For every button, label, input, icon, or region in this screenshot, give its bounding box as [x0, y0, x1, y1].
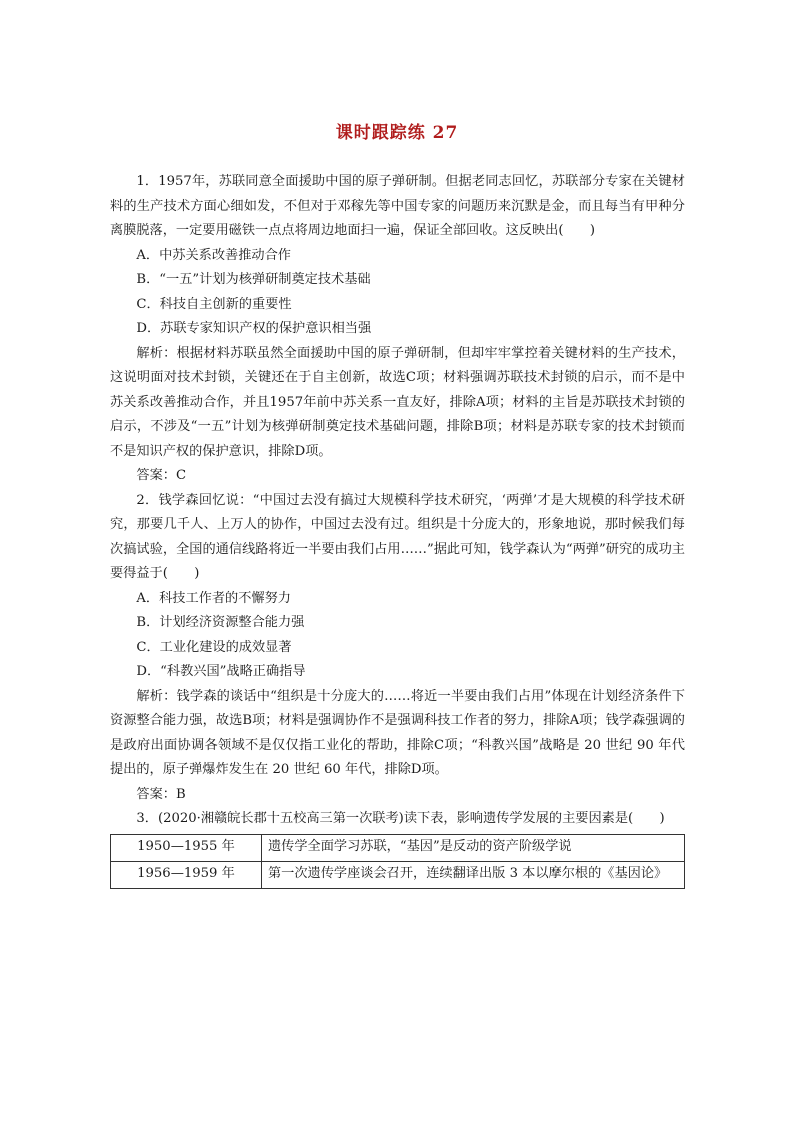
q2-option-b: B．计划经济资源整合能力强	[136, 615, 305, 630]
q1-option-b: B．“一五”计划为核弹研制奠定技术基础	[136, 272, 371, 287]
question-2-stem: 2．钱学森回忆说：“中国过去没有搞过大规模科学技术研究，‘两弹’才是大规模的科学技术研究，那要几千人、上万人的协作，中国过去没有过。组织是十分庞大的，形象地说，那时候我们每次搞试验，全国的通信线路将近一半要由我们占用……”据此可知，钱学森认为“两弹”研究的成功主要得益于( )	[110, 492, 685, 581]
table-cell-year: 1956—1959 年	[111, 861, 262, 888]
page-title: 课时跟踪练 27	[335, 123, 459, 143]
question-1-answer: 答案：C	[136, 468, 187, 483]
question-3-stem: 3．(2020·湘赣皖长郡十五校高三第一次联考)读下表，影响遗传学发展的主要因素是( )	[136, 811, 665, 826]
question-2-answer: 答案：B	[136, 786, 186, 802]
question-1-stem: 1．1957年，苏联同意全面援助中国的原子弹研制。但据老同志回忆，苏联部分专家在关键材料的生产技术方面心细如发，不但对于邓稼先等中国专家的问题历来沉默是金，而且每当有甲种分离膜脱落，一定要用磁铁一点点将周边地面扫一遍，保证全部回收。这反映出( )	[110, 174, 685, 238]
question-1-analysis: 解析：根据材料苏联虽然全面援助中国的原子弹研制，但却牢牢掌控着关键材料的生产技术，这说明面对技术封锁，关键还在于自主创新，故选C项；材料强调苏联技术封锁的启示，而不是中苏关系改善推动合作，并且1957年前中苏关系一直友好，排除A项；材料的主旨是苏联技术封锁的启示，不涉及“一五”计划为核弹研制奠定技术基础问题，排除B项；材料是苏联专家的技术封锁而不是知识产权的保护意识，排除D项。	[110, 345, 685, 459]
question-2-analysis: 解析：钱学森的谈话中“组织是十分庞大的……将近一半要由我们占用”体现在计划经济条件下资源整合能力强，故选B项；材料是强调协作不是强调科技工作者的努力，排除A项；钱学森强调的是政府出面协调各领域不是仅仅指工业化的帮助，排除C项；“科教兴国”战略是 20 世纪 90 年代提出的，原子弹爆炸发生在 20 世纪 60 年代，排除D项。	[110, 688, 685, 777]
q1-option-c: C．科技自主创新的重要性	[136, 296, 292, 312]
table-row	[111, 861, 685, 888]
table-cell-event: 第一次遗传学座谈会召开，连续翻译出版 3 本以摩尔根的《基因论》	[262, 861, 685, 888]
table-cell-event: 遗传学全面学习苏联，“基因”是反动的资产阶级学说	[262, 834, 685, 861]
q1-option-d: D．苏联专家知识产权的保护意识相当强	[136, 321, 372, 336]
document-body	[110, 170, 685, 889]
q2-option-a: A．科技工作者的不懈努力	[136, 590, 291, 606]
q1-option-a: A．中苏关系改善推动合作	[136, 247, 291, 263]
q2-option-c: C．工业化建设的成效显著	[136, 639, 292, 655]
table-cell-year: 1950—1955 年	[111, 834, 262, 861]
table-row	[111, 834, 685, 861]
q2-option-d: D．“科教兴国”战略正确指导	[136, 664, 306, 679]
question-3-table	[110, 834, 685, 889]
